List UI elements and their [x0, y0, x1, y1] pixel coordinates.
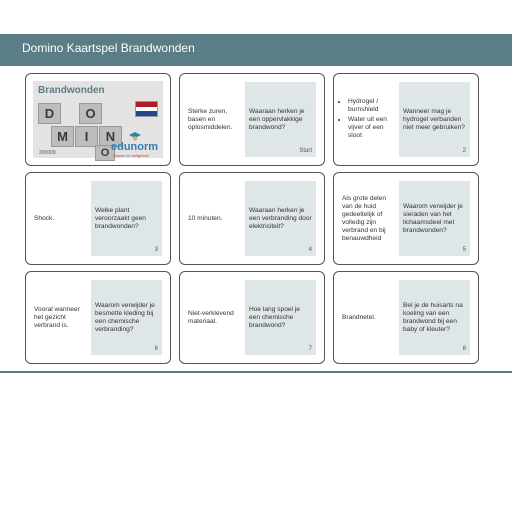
domino-tile: D [38, 103, 61, 124]
card-answer: Vooral wanneer het gezicht verbrand is. [34, 305, 80, 329]
question-box [245, 280, 316, 355]
domino-card [25, 172, 171, 265]
domino-card [333, 271, 479, 364]
card-number: 5 [462, 247, 466, 253]
card-question: Waarom verwijder je besmette kleding bij een chemische verbranding? [95, 301, 155, 333]
card-number: 3 [154, 247, 158, 253]
card-question: Bel je de huisarts na koeling van een brandwond bij een baby of kleuter? [403, 301, 463, 333]
question-box [399, 280, 470, 355]
answer-list-item: • Water uit een vijver of een sloot [348, 116, 398, 140]
card-number: 8 [462, 346, 466, 352]
domino-card [179, 73, 325, 166]
card-number: 2 [462, 148, 466, 154]
domino-tile: M [51, 126, 74, 147]
domino-tile: O [95, 145, 115, 161]
card-answer: Als grote delen van de huid gedeeltelijk of volledig zijn verbrand en bij benauwdheid [342, 194, 386, 242]
card-question: Waaraan herken je een verbranding door elektriciteit? [249, 206, 312, 230]
question-box [399, 82, 470, 157]
question-box [245, 82, 316, 157]
card-answer: Shock. [34, 214, 55, 222]
answer-list [342, 98, 398, 140]
page-title: Domino Kaartspel Brandwonden [22, 41, 195, 55]
header-bar [0, 34, 512, 66]
cover-card [25, 73, 171, 166]
bottom-divider [0, 371, 512, 373]
card-number: 6 [154, 346, 158, 352]
card-answer: Niet-verklevend materiaal. [188, 309, 234, 325]
card-question: Waaraan herken je een oppervlakkige brandwond? [249, 107, 305, 131]
domino-card [333, 73, 479, 166]
domino-card [333, 172, 479, 265]
card-answer: Brandnetel. [342, 313, 376, 321]
question-box [91, 181, 162, 256]
edunorm-logo [111, 133, 161, 157]
domino-tile: N [99, 126, 122, 147]
question-box [245, 181, 316, 256]
domino-tile: O [79, 103, 102, 124]
domino-tile: I [75, 126, 98, 147]
question-box [399, 181, 470, 256]
card-answer: 10 minuten. [188, 214, 223, 222]
card-question: Wanneer mag je hydrogel verbanden niet meer gebruiken? [403, 107, 465, 131]
cover-title: Brandwonden [38, 85, 105, 96]
brand-name: edunorm [111, 141, 159, 153]
domino-card [25, 271, 171, 364]
card-answer [342, 98, 398, 142]
brand-tagline: Samen in veiligheid! [113, 153, 149, 158]
card-question: Hoe lang spoel je een chemische brandwond? [249, 305, 300, 329]
product-code: 200009 [39, 150, 56, 156]
answer-list-item: • Hydrogel / burnshield [348, 98, 398, 114]
question-box [91, 280, 162, 355]
card-number: Start [299, 148, 312, 154]
card-question: Waarom verwijder je sieraden van het lichaamsdeel met brandwonden? [403, 202, 463, 234]
domino-card [179, 271, 325, 364]
cover-image [33, 81, 163, 158]
card-number: 7 [308, 346, 312, 352]
card-question: Welke plant veroorzaakt geen brandwonden? [95, 206, 146, 230]
card-answer: Sterke zuren, basen en oplosmiddelen. [188, 107, 233, 131]
dutch-flag-icon [135, 101, 158, 117]
card-number: 4 [308, 247, 312, 253]
domino-card [179, 172, 325, 265]
